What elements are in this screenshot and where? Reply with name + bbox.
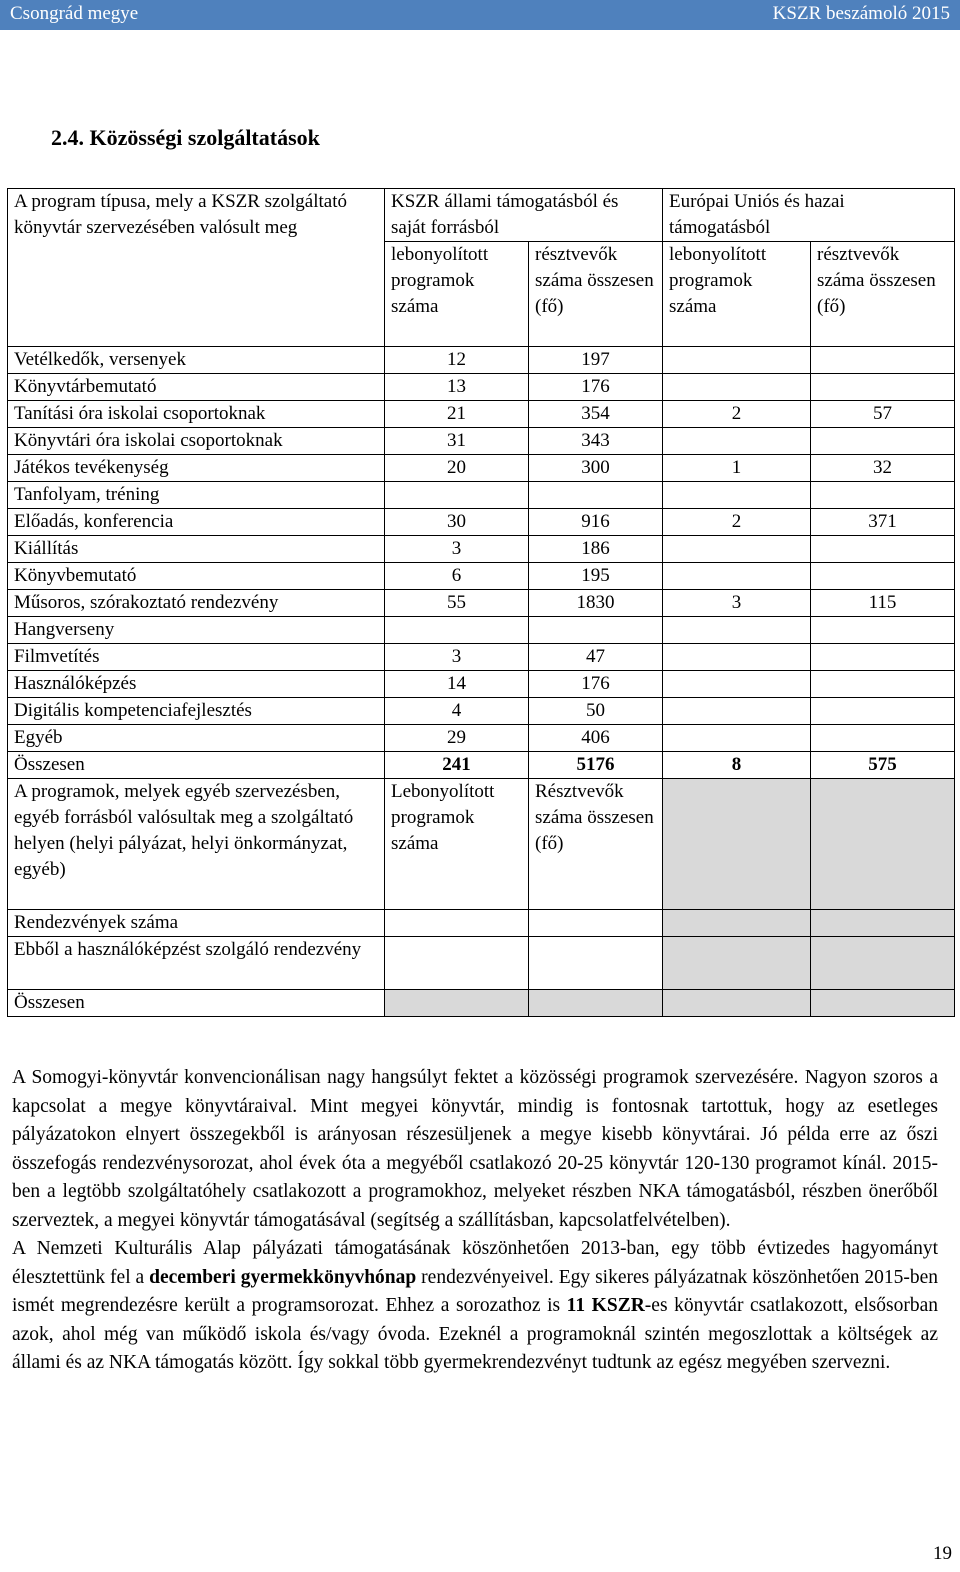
cell-participants-state: 176 bbox=[529, 671, 663, 698]
row-label: Könyvbemutató bbox=[8, 563, 385, 590]
table-row bbox=[8, 698, 955, 725]
cell-programs-eu bbox=[663, 725, 811, 752]
total-programs-state: 241 bbox=[385, 752, 529, 779]
community-services-table bbox=[7, 188, 955, 1017]
header-group-state: KSZR állami támogatásból és saját forrásból bbox=[385, 189, 663, 242]
total-participants-state: 5176 bbox=[529, 752, 663, 779]
cell-participants-eu bbox=[811, 374, 955, 401]
other-row-label: Összesen bbox=[8, 990, 385, 1017]
grey-cell bbox=[663, 910, 811, 937]
grey-cell bbox=[811, 937, 955, 990]
grey-cell bbox=[811, 779, 955, 910]
cell-participants-state: 186 bbox=[529, 536, 663, 563]
cell-programs-eu bbox=[663, 563, 811, 590]
bold-text: decemberi gyermekkönyvhónap bbox=[149, 1266, 417, 1288]
cell-programs-state bbox=[385, 617, 529, 644]
section-title: 2.4. Közösségi szolgáltatások bbox=[51, 125, 320, 150]
cell-programs-state: 13 bbox=[385, 374, 529, 401]
cell-programs-eu bbox=[663, 617, 811, 644]
cell-participants-eu: 32 bbox=[811, 455, 955, 482]
grey-cell bbox=[663, 990, 811, 1017]
table-row bbox=[8, 347, 955, 374]
cell-participants-state: 47 bbox=[529, 644, 663, 671]
row-label: Játékos tevékenység bbox=[8, 455, 385, 482]
cell-programs-eu: 3 bbox=[663, 590, 811, 617]
cell-participants-eu: 115 bbox=[811, 590, 955, 617]
cell-participants-eu bbox=[811, 347, 955, 374]
cell-participants-state: 916 bbox=[529, 509, 663, 536]
cell-programs-state: 31 bbox=[385, 428, 529, 455]
cell-programs-state: 12 bbox=[385, 347, 529, 374]
cell-programs-eu: 2 bbox=[663, 509, 811, 536]
other-cell bbox=[385, 937, 529, 990]
cell-programs-eu bbox=[663, 536, 811, 563]
table-row bbox=[8, 428, 955, 455]
other-programs-label: A programok, melyek egyéb szervezésben, egyéb forrásból valósultak meg a szolgáltató helyen (helyi pályázat, helyi önkormányzat, egyéb) bbox=[8, 779, 385, 910]
table-row bbox=[8, 671, 955, 698]
cell-programs-eu bbox=[663, 374, 811, 401]
cell-programs-state: 29 bbox=[385, 725, 529, 752]
cell-participants-state: 197 bbox=[529, 347, 663, 374]
cell-participants-state: 1830 bbox=[529, 590, 663, 617]
row-label: Filmvetítés bbox=[8, 644, 385, 671]
row-label: Könyvtári óra iskolai csoportoknak bbox=[8, 428, 385, 455]
row-label: Előadás, konferencia bbox=[8, 509, 385, 536]
paragraph: A Somogyi-könyvtár konvencionálisan nagy hangsúlyt fektet a közösségi programok szervezésére. Nagyon szoros a kapcsolat a megye könyvtáraival. Mint megyei könyvtár, mindig is fontosnak tartottuk, hogy az esetleges pályázatokon elnyert összegekből is arányosan részesüljenek a megye kisebb könyvtárai. Jó példa erre az őszi összefogás rendezvénysorozat, ahol évek óta a megyéből csatlakozó 20-25 könyvtár 120-130 programot kínál. 2015-ben a legtöbb szolgáltatóhely csatlakozott a programokhoz, melyeket részben NKA támogatásból, részben önerőből szerveztek, a megyei könyvtár támogatásával (segítség a szállításban, kapcsolatfelvételben). bbox=[12, 1067, 938, 1231]
table-row bbox=[8, 455, 955, 482]
table-row bbox=[8, 536, 955, 563]
table-total-row bbox=[8, 752, 955, 779]
grey-cell bbox=[811, 990, 955, 1017]
row-label: Vetélkedők, versenyek bbox=[8, 347, 385, 374]
cell-participants-eu bbox=[811, 563, 955, 590]
cell-programs-state: 14 bbox=[385, 671, 529, 698]
cell-programs-state: 20 bbox=[385, 455, 529, 482]
other-row-label: Ebből a használóképzést szolgáló rendezvény bbox=[8, 937, 385, 990]
header-participants-eu: résztvevők száma összesen (fő) bbox=[811, 242, 955, 347]
header-programs-eu: lebonyolított programok száma bbox=[663, 242, 811, 347]
header-programs-state: lebonyolított programok száma bbox=[385, 242, 529, 347]
page-header bbox=[0, 0, 960, 30]
cell-programs-eu bbox=[663, 644, 811, 671]
table-row bbox=[8, 644, 955, 671]
table-header-row bbox=[8, 189, 955, 242]
cell-programs-state: 30 bbox=[385, 509, 529, 536]
grey-cell bbox=[529, 990, 663, 1017]
table-row bbox=[8, 725, 955, 752]
header-participants-state: résztvevők száma összesen (fő) bbox=[529, 242, 663, 347]
paragraph-text: A Nemzeti Kulturális Alap pályázati támogatásának köszönhetően 2013-ban, egy több évtizedes hagyományt élesztettünk fel a bbox=[12, 1238, 938, 1288]
cell-programs-state bbox=[385, 482, 529, 509]
paragraph bbox=[12, 1235, 938, 1378]
cell-programs-state: 4 bbox=[385, 698, 529, 725]
table-row bbox=[8, 401, 955, 428]
row-label: Könyvtárbemutató bbox=[8, 374, 385, 401]
paragraph-text: -es könyvtár csatlakozott, elsősorban azok, ahol még van működő iskola és/vagy óvoda. Ezeknél a programoknál szintén megoszlottak a költségek az állami és az NKA támogatás között. Így sokkal több gyermekrendezvényt tudtunk az egész megyében szervezni. bbox=[12, 1295, 939, 1373]
cell-programs-eu: 1 bbox=[663, 455, 811, 482]
row-label: Hangverseny bbox=[8, 617, 385, 644]
table-row bbox=[8, 617, 955, 644]
cell-programs-eu bbox=[663, 482, 811, 509]
cell-participants-state: 176 bbox=[529, 374, 663, 401]
header-report-title: KSZR beszámoló 2015 bbox=[772, 3, 950, 24]
cell-programs-eu bbox=[663, 428, 811, 455]
cell-participants-eu bbox=[811, 617, 955, 644]
other-row bbox=[8, 990, 955, 1017]
row-label: Egyéb bbox=[8, 725, 385, 752]
cell-participants-state: 343 bbox=[529, 428, 663, 455]
table-row bbox=[8, 509, 955, 536]
other-cell bbox=[529, 910, 663, 937]
total-programs-eu: 8 bbox=[663, 752, 811, 779]
cell-participants-eu: 371 bbox=[811, 509, 955, 536]
other-cell bbox=[385, 910, 529, 937]
table-row bbox=[8, 482, 955, 509]
total-participants-eu: 575 bbox=[811, 752, 955, 779]
header-county: Csongrád megye bbox=[10, 3, 139, 24]
cell-programs-eu bbox=[663, 671, 811, 698]
table-row bbox=[8, 374, 955, 401]
other-header-programs: Lebonyolított programok száma bbox=[385, 779, 529, 910]
table-row bbox=[8, 563, 955, 590]
cell-participants-state: 300 bbox=[529, 455, 663, 482]
row-label: Tanítási óra iskolai csoportoknak bbox=[8, 401, 385, 428]
row-label: Használóképzés bbox=[8, 671, 385, 698]
other-cell bbox=[529, 937, 663, 990]
grey-cell bbox=[385, 990, 529, 1017]
cell-participants-eu bbox=[811, 644, 955, 671]
other-row-label: Rendezvények száma bbox=[8, 910, 385, 937]
other-row bbox=[8, 910, 955, 937]
other-row bbox=[8, 937, 955, 990]
cell-participants-eu bbox=[811, 482, 955, 509]
cell-participants-state: 195 bbox=[529, 563, 663, 590]
grey-cell bbox=[811, 910, 955, 937]
cell-programs-state: 55 bbox=[385, 590, 529, 617]
cell-participants-eu bbox=[811, 725, 955, 752]
cell-programs-state: 6 bbox=[385, 563, 529, 590]
row-label: Tanfolyam, tréning bbox=[8, 482, 385, 509]
cell-participants-state: 406 bbox=[529, 725, 663, 752]
grey-cell bbox=[663, 937, 811, 990]
body-text bbox=[12, 1064, 938, 1378]
bold-text: 11 KSZR bbox=[566, 1295, 645, 1316]
cell-participants-state bbox=[529, 617, 663, 644]
cell-programs-state: 21 bbox=[385, 401, 529, 428]
cell-programs-eu bbox=[663, 698, 811, 725]
other-programs-header-row bbox=[8, 779, 955, 910]
other-header-participants: Résztvevők száma összesen (fő) bbox=[529, 779, 663, 910]
cell-participants-state: 354 bbox=[529, 401, 663, 428]
cell-participants-eu bbox=[811, 671, 955, 698]
cell-participants-eu bbox=[811, 428, 955, 455]
cell-programs-state: 3 bbox=[385, 536, 529, 563]
cell-participants-eu: 57 bbox=[811, 401, 955, 428]
cell-participants-state: 50 bbox=[529, 698, 663, 725]
cell-programs-state: 3 bbox=[385, 644, 529, 671]
total-label: Összesen bbox=[8, 752, 385, 779]
row-label: Digitális kompetenciafejlesztés bbox=[8, 698, 385, 725]
header-program-type: A program típusa, mely a KSZR szolgáltató könyvtár szervezésében valósult meg bbox=[8, 189, 385, 347]
cell-programs-eu bbox=[663, 347, 811, 374]
row-label: Műsoros, szórakoztató rendezvény bbox=[8, 590, 385, 617]
table-row bbox=[8, 590, 955, 617]
header-group-eu: Európai Uniós és hazai támogatásból bbox=[663, 189, 955, 242]
paragraph-text: rendezvényeivel. Egy sikeres pályázatnak köszönhetően 2015-ben ismét megrendezésre került a programsorozat. Ehhez a sorozathoz is bbox=[12, 1266, 938, 1316]
cell-participants-eu bbox=[811, 536, 955, 563]
row-label: Kiállítás bbox=[8, 536, 385, 563]
cell-programs-eu: 2 bbox=[663, 401, 811, 428]
grey-cell bbox=[663, 779, 811, 910]
page-number: 19 bbox=[933, 1543, 952, 1564]
cell-participants-state bbox=[529, 482, 663, 509]
cell-participants-eu bbox=[811, 698, 955, 725]
